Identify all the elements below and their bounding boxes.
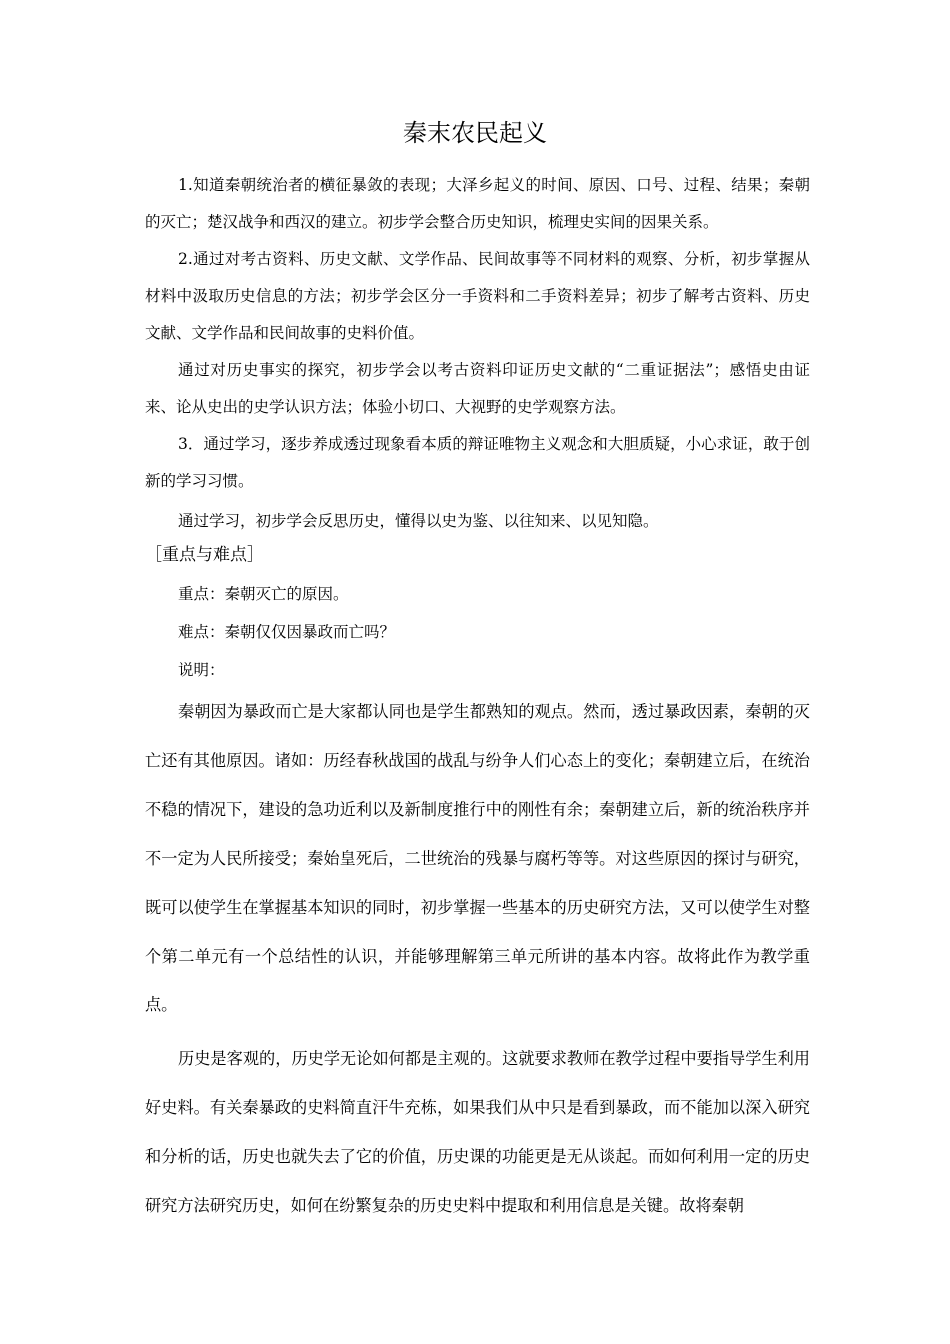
section-heading: ［重点与难点］ (145, 545, 264, 565)
explanation-paragraph-2: 历史是客观的，历史学无论如何都是主观的。这就要求教师在教学过程中要指导学生利用好史料。有关秦暴政的史料简直汗牛充栋，如果我们从中只是看到暴政，而不能加以深入研究和分析的话，历史也就失去了它的价值，历史课的功能更是无从谈起。而如何利用一定的历史研究方法研究历史，如何在纷繁复杂的历史史料中提取和利用信息是关键。故将秦朝 (145, 1049, 810, 1215)
difficulty-point: 难点：秦朝仅仅因暴政而亡吗？ (178, 623, 396, 641)
objective-reflection: 通过学习，初步学会反思历史，懂得以史为鉴、以往知来、以见知隐。 (178, 512, 659, 530)
note-label: 说明： (178, 661, 225, 679)
key-point: 重点：秦朝灭亡的原因。 (178, 585, 349, 603)
objective-1: 1.知道秦朝统治者的横征暴敛的表现；大泽乡起义的时间、原因、口号、过程、结果；秦朝的灭亡；楚汉战争和西汉的建立。初步学会整合历史知识，梳理史实间的因果关系。 (145, 176, 810, 231)
page-title: 秦末农民起义 (403, 119, 547, 147)
objective-2: 2.通过对考古资料、历史文献、文学作品、民间故事等不同材料的观察、分析，初步掌握从材料中汲取历史信息的方法；初步学会区分一手资料和二手资料差异；初步了解考古资料、历史文献、文学作品和民间故事的史料价值。 (145, 250, 810, 342)
explanation-paragraph-1: 秦朝因为暴政而亡是大家都认同也是学生都熟知的观点。然而，透过暴政因素，秦朝的灭亡还有其他原因。诸如：历经春秋战国的战乱与纷争人们心态上的变化；秦朝建立后，在统治不稳的情况下，建设的急功近利以及新制度推行中的刚性有余；秦朝建立后，新的统治秩序并不一定为人民所接受；秦始皇死后，二世统治的残暴与腐朽等等。对这些原因的探讨与研究，既可以使学生在掌握基本知识的同时，初步掌握一些基本的历史研究方法，又可以使学生对整个第二单元有一个总结性的认识，并能够理解第三单元所讲的基本内容。故将此作为教学重点。 (145, 702, 810, 1015)
objective-method: 通过对历史事实的探究，初步学会以考古资料印证历史文献的“二重证据法”；感悟史由证来、论从史出的史学认识方法；体验小切口、大视野的史学观察方法。 (145, 361, 810, 416)
objective-3: 3．通过学习，逐步养成透过现象看本质的辩证唯物主义观念和大胆质疑，小心求证，敢于创新的学习习惯。 (145, 435, 810, 490)
